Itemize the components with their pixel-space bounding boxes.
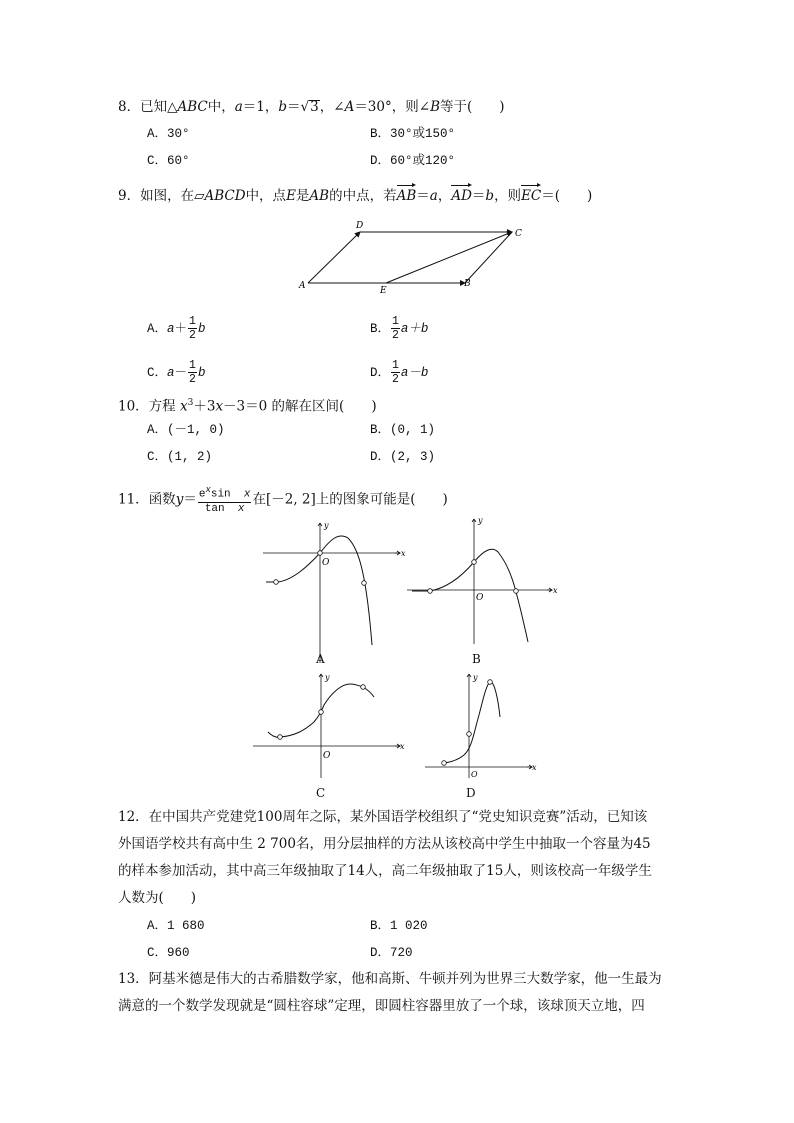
origin-label: O [476,593,484,603]
graph-d-caption: D [466,786,476,800]
graph-b [402,514,562,649]
hole-point [472,560,477,565]
q8-option-c: C．60° [147,154,190,168]
x-label: x [401,549,406,558]
point-d-label: D [356,221,364,231]
curve [278,536,372,645]
hole-point [514,589,519,594]
hole-point [442,761,447,766]
y-label: y [478,516,483,525]
vector-ec-line [386,232,512,283]
hole-point [362,581,367,586]
graph-d [420,670,542,782]
x-label: x [400,742,405,751]
graph-a-caption: A [316,652,325,666]
q9-option-a: A．a＋ $\frac{1}{2}$ b [147,315,206,342]
hole-point [488,680,493,685]
x-label: x [532,763,537,772]
curve [444,682,500,763]
q10-option-d: D．(2, 3) [370,450,436,464]
hole-point [318,551,323,556]
q10-stem: 10．方程 $x^3+3x-3=0$ 的解在区间( ) [118,398,377,415]
q8-option-d: D．60°或120° [370,154,456,168]
hole-point [428,589,433,594]
q13-line-2: 满意的一个数学发现就是“圆柱容球”定理，即圆柱容器里放了一个球，该球顶天立地，四 [118,998,645,1014]
side-bc-line [465,232,512,283]
q9-option-d: D． $\frac{1}{2}$ a－b [370,359,429,386]
q10-option-c: C．(1, 2) [147,450,213,464]
curve [268,684,363,737]
hole-point [274,580,279,585]
q12-line-4: 人数为( ) [118,890,197,906]
q13-line-1: 13．阿基米德是伟大的古希腊数学家，他和高斯、牛顿并列为世界三大数学家，他一生最为 [118,971,662,987]
hole-point [361,685,366,690]
q11-stem: 11．函数y＝ $\frac{e^x\sin x}{\text{tan x}}$ 在[－2, 2]上的图象可能是( ) [118,485,448,515]
hole-point [278,735,283,740]
q12-option-c: C．960 [147,946,190,960]
q10-option-b: B．(0, 1) [370,423,436,437]
graph-c-caption: C [316,786,326,800]
q12-option-b: B．1 020 [370,919,428,933]
point-a-label: A [299,281,306,291]
q9-option-b: B． $\frac{1}{2}$ a＋b [370,315,429,342]
x-label: x [553,586,558,595]
graph-a [258,518,408,668]
parallelogram-figure [290,216,530,296]
y-label: y [325,673,330,682]
q12-option-d: D．720 [370,946,413,960]
q9-option-c: C．a－ $\frac{1}{2}$ b [147,359,206,386]
q9-stem: 9．如图，在▱ABCD中，点E是AB的中点，若AB＝a，AD＝b，则EC＝( ) [118,188,593,204]
y-label: y [324,521,329,530]
origin-label: O [471,770,478,779]
graph-c [250,670,410,782]
hole-point [467,732,472,737]
q8-option-b: B．30°或150° [370,127,456,141]
point-c-label: C [515,229,522,239]
origin-label: O [323,751,331,761]
point-e-label: E [380,286,387,296]
q8-option-a: A．30° [147,127,190,141]
point-b-label: B [464,279,471,289]
graph-b-caption: B [472,652,481,666]
origin-label: O [322,558,330,568]
y-label: y [473,673,478,682]
q12-line-2: 外国语学校共有高中生 2 700名，用分层抽样的方法从该校高中学生中抽取一个容量为45 [118,836,651,852]
q12-line-3: 的样本参加活动，其中高三年级抽取了14人，高二年级抽取了15人，则该校高一年级学生 [118,863,652,879]
q12-option-a: A．1 680 [147,919,205,933]
q8-stem: 8．已知△ABC中，a＝1，b＝√3，∠A＝30°，则∠B等于( ) [118,99,505,115]
hole-point [319,710,324,715]
vector-ad-line [308,232,360,283]
q12-line-1: 12．在中国共产党建党100周年之际，某外国语学校组织了“党史知识竞赛”活动，已知该 [118,809,648,825]
q10-option-a: A．(－1, 0) [147,423,225,437]
